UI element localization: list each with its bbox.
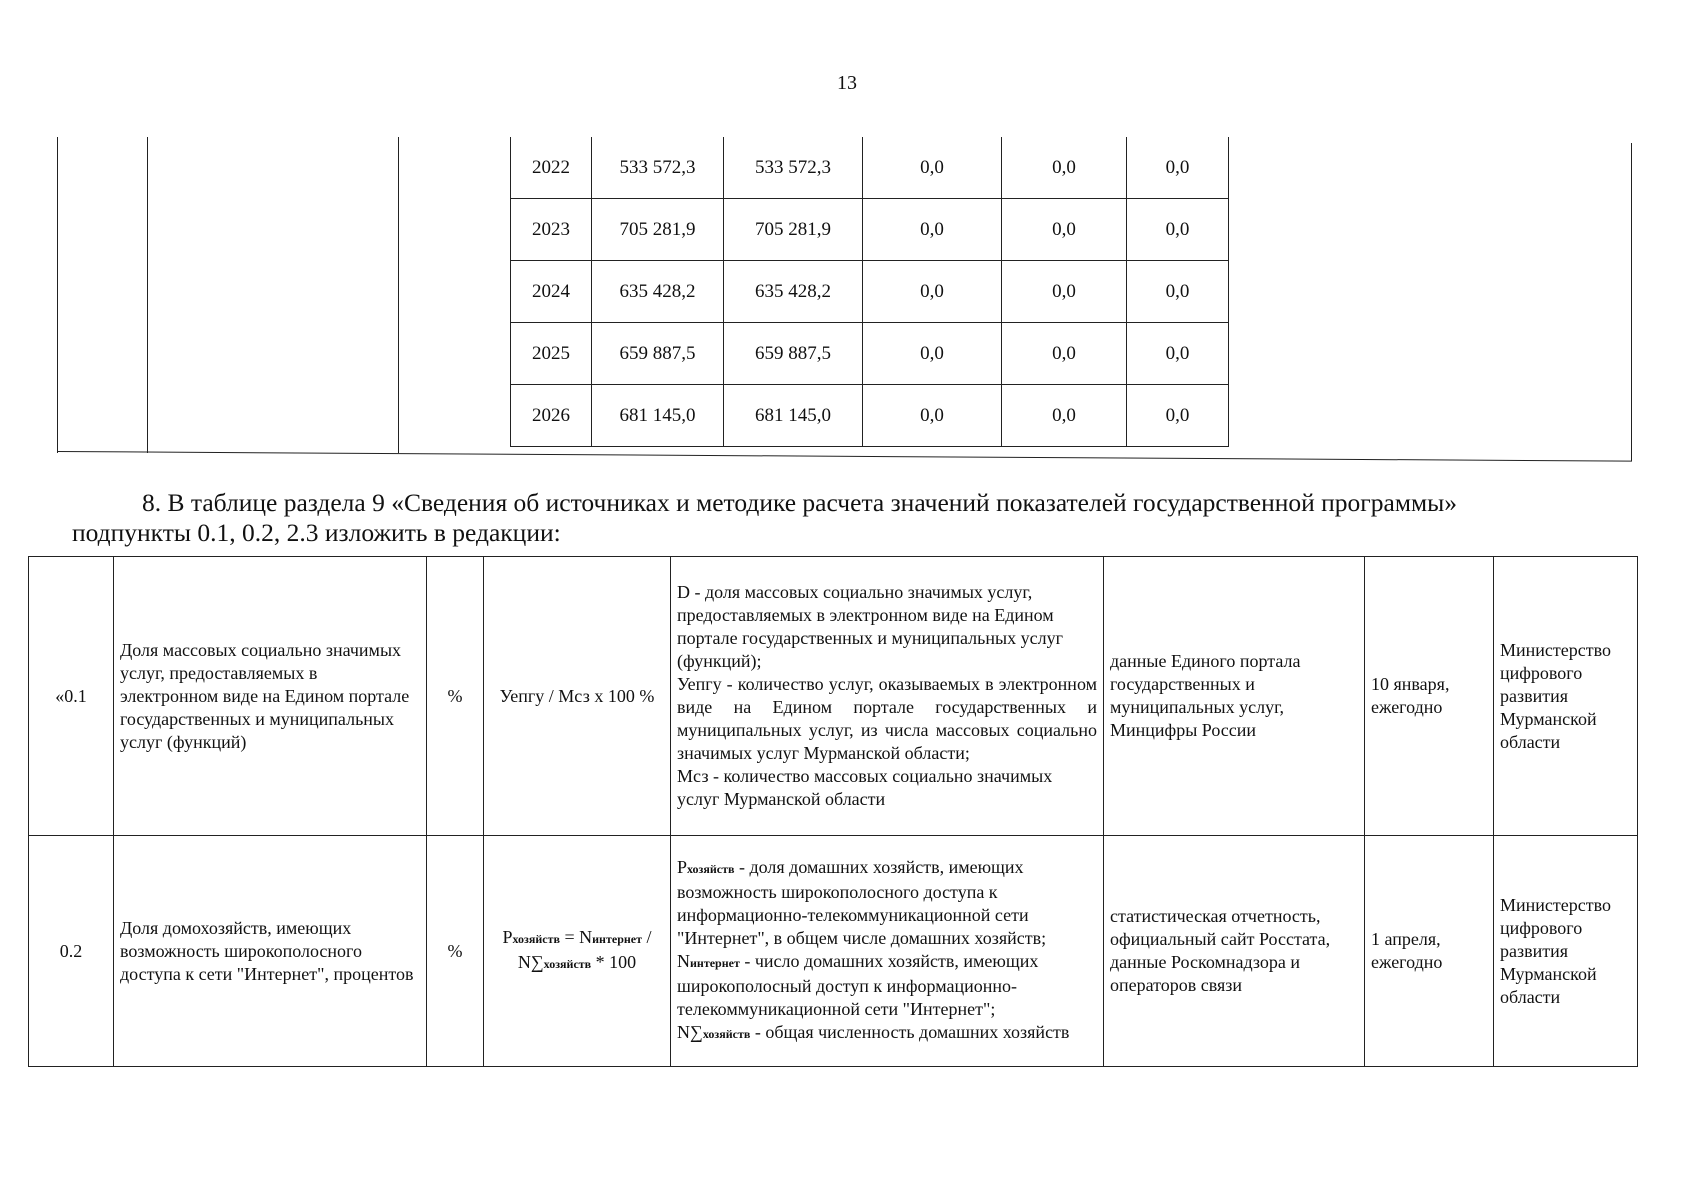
year-cell: 2022 [511, 137, 592, 199]
regional-cell: 659 887,5 [724, 323, 863, 385]
total-cell: 635 428,2 [592, 261, 724, 323]
definition-line [677, 856, 1097, 950]
indicator-name: Доля массовых социально значимых услуг, предоставляемых в электронном виде на Едином портале государственных и муниципальных услуг (функций) [114, 557, 427, 836]
value-cell: 0,0 [1127, 323, 1229, 385]
table-row [29, 557, 1638, 836]
regional-cell: 635 428,2 [724, 261, 863, 323]
value-cell: 0,0 [1127, 261, 1229, 323]
formula-subscript: хозяйств [512, 932, 560, 946]
source-cell: данные Единого портала государственных и муниципальных услуг, Минцифры России [1104, 557, 1365, 836]
formula-cell: Уепгу / Мсз х 100 % [484, 557, 671, 836]
item-number: «0.1 [29, 557, 114, 836]
paragraph-line: 8. В таблице раздела 9 «Сведения об источниках и методике расчета значений показателей государственной программы» [142, 488, 1457, 517]
date-cell: 1 апреля, ежегодно [1365, 836, 1494, 1067]
table-row [29, 836, 1638, 1067]
value-cell: 0,0 [1002, 323, 1127, 385]
formula-subscript: интернет [592, 932, 642, 946]
definition-line [677, 1021, 1097, 1046]
unit-cell: % [427, 836, 484, 1067]
finance-table [510, 137, 1229, 447]
value-cell: 0,0 [863, 137, 1002, 199]
value-cell: 0,0 [863, 323, 1002, 385]
amendment-paragraph [72, 488, 1632, 548]
responsible-cell: Министерство цифрового развития Мурманской области [1494, 836, 1638, 1067]
definition-text: - общая численность домашних хозяйств [750, 1022, 1070, 1042]
value-cell: 0,0 [1002, 385, 1127, 447]
total-cell: 681 145,0 [592, 385, 724, 447]
year-cell: 2023 [511, 199, 592, 261]
table-row [511, 385, 1229, 447]
symbol: P [677, 857, 688, 877]
indicator-name: Доля домохозяйств, имеющих возможность широкополосного доступа к сети "Интернет", процентов [114, 836, 427, 1067]
definition-line: Мсз - количество массовых социально значимых услуг Мурманской области [677, 766, 1053, 809]
paragraph-line: подпункты 0.1, 0.2, 2.3 изложить в редакции: [72, 518, 561, 547]
symbol: N [677, 951, 690, 971]
definition-text: - число домашних хозяйств, имеющих широкополосный доступ к информационно-телекоммуникационной сети "Интернет"; [677, 951, 1039, 1019]
year-cell: 2025 [511, 323, 592, 385]
value-cell: 0,0 [863, 199, 1002, 261]
item-number: 0.2 [29, 836, 114, 1067]
definition-cell [671, 836, 1104, 1067]
total-cell: 533 572,3 [592, 137, 724, 199]
table-row [511, 199, 1229, 261]
page-number: 13 [837, 72, 857, 94]
regional-cell: 533 572,3 [724, 137, 863, 199]
column-divider [398, 137, 399, 453]
total-cell: 705 281,9 [592, 199, 724, 261]
value-cell: 0,0 [1127, 385, 1229, 447]
source-cell: статистическая отчетность, официальный сайт Росстата, данные Роскомнадзора и операторов связи [1104, 836, 1365, 1067]
value-cell: 0,0 [1127, 199, 1229, 261]
value-cell: 0,0 [1127, 137, 1229, 199]
responsible-cell: Министерство цифрового развития Мурманской области [1494, 557, 1638, 836]
formula-subscript: хозяйств [543, 957, 592, 971]
total-cell: 659 887,5 [592, 323, 724, 385]
regional-cell: 681 145,0 [724, 385, 863, 447]
value-cell: 0,0 [863, 385, 1002, 447]
formula-symbol: / [642, 927, 652, 947]
value-cell: 0,0 [1002, 199, 1127, 261]
sources-table [28, 556, 1638, 1067]
unit-cell: % [427, 557, 484, 836]
table-row [511, 261, 1229, 323]
subscript: хозяйств [687, 862, 735, 876]
value-cell: 0,0 [1002, 261, 1127, 323]
year-cell: 2024 [511, 261, 592, 323]
definition-line: Уепгу - количество услуг, оказываемых в электронном виде на Едином портале государственных и муниципальных услуг, из числа массовых социально значимых услуг Мурманской области; [677, 674, 1097, 763]
formula-symbol: P [502, 927, 513, 947]
column-divider [147, 137, 148, 453]
date-cell: 10 января, ежегодно [1365, 557, 1494, 836]
formula-symbol: N∑ [517, 952, 544, 972]
regional-cell: 705 281,9 [724, 199, 863, 261]
formula-symbol: * 100 [591, 952, 637, 972]
table-left-border [57, 137, 58, 453]
definition-text: - доля домашних хозяйств, имеющих возможность широкополосного доступа к информационно-телекоммуникационной сети "Интернет", в общем числе домашних хозяйств; [677, 857, 1047, 948]
definition-line [677, 950, 1097, 1021]
subscript: интернет [690, 956, 740, 970]
definition-cell [671, 557, 1104, 836]
year-cell: 2026 [511, 385, 592, 447]
formula-cell [484, 836, 671, 1067]
table-bottom-border [57, 451, 1632, 462]
value-cell: 0,0 [1002, 137, 1127, 199]
table-row [511, 137, 1229, 199]
value-cell: 0,0 [863, 261, 1002, 323]
definition-line: D - доля массовых социально значимых услуг, предоставляемых в электронном виде на Едином портале государственных и муниципальных услуг (функций); [677, 582, 1063, 671]
subscript: хозяйств [702, 1027, 751, 1041]
formula-symbol: = N [559, 927, 593, 947]
table-right-border [1631, 143, 1632, 461]
symbol: N∑ [677, 1022, 703, 1042]
table-row [511, 323, 1229, 385]
